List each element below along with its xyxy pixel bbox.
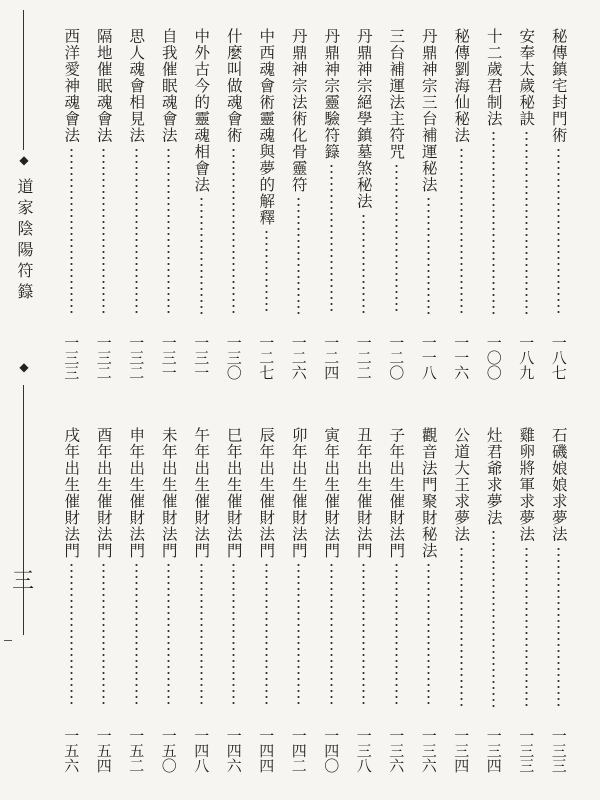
toc-entry-title: 觀音法門聚財秘法 [419,427,438,559]
diamond-ornament-top-icon: ◆ [19,153,29,167]
toc-entry [120,28,153,380]
toc-entry-page: 一二六 [289,335,308,380]
toc-entry [543,427,576,773]
toc-entry [510,427,543,773]
toc-entry [55,427,88,773]
dot-leader [200,562,203,708]
dot-leader [135,147,138,316]
toc-entry-page: 一三三 [517,728,536,773]
toc-entry-page: 一三六 [419,728,438,773]
dot-leader [102,562,105,708]
dot-leader [297,562,300,708]
dot-leader [265,562,268,708]
toc-entry-page: 一二〇 [387,335,406,380]
margin-mark [4,640,12,641]
toc-entry-title: 辰年出生催財法門 [257,427,276,559]
toc-entry [413,28,446,380]
toc-entry [315,28,348,380]
toc-entry-title: 安奉太歲秘訣 [517,28,536,127]
book-title: 道家陰陽符籙 [15,178,34,304]
margin-rule-top [23,10,24,150]
toc-entry-title: 雞卵將軍求夢法 [517,427,536,543]
toc-entry-page: 一〇〇 [484,335,503,380]
toc-entry-page: 一四二 [289,728,308,773]
dot-leader [492,130,495,315]
toc-entry [445,28,478,380]
toc-entry [543,28,576,380]
toc-entry-title: 公道大王求夢法 [452,427,471,543]
dot-leader [265,229,268,315]
toc-entry-title: 申年出生催財法門 [127,427,146,559]
toc-entry-title: 丹鼎神宗絕學鎮墓煞秘法 [354,28,373,210]
toc-entry-title: 三台補運法主符咒 [387,28,406,160]
toc-entry [478,28,511,380]
dot-leader [427,562,430,708]
dot-leader [200,196,203,315]
toc-entry-page: 一三六 [387,728,406,773]
toc-entry-page: 一四六 [224,728,243,773]
toc-entry [510,28,543,380]
dot-leader [362,562,365,708]
toc-entry-page: 一四四 [257,728,276,773]
toc-entry-page: 一三三 [62,335,81,380]
toc-entry-page: 一五四 [94,728,113,773]
toc-entry [120,427,153,773]
toc-entry-page: 一三一 [192,335,211,380]
dot-leader [395,562,398,708]
toc-entry-page: 一三八 [354,728,373,773]
toc-entry-page: 一三四 [452,728,471,773]
dot-leader [427,196,430,315]
toc-entry-page: 一五〇 [159,728,178,773]
toc-section-top [55,28,575,380]
toc-section-bottom [55,427,575,773]
dot-leader [557,147,560,316]
toc-entry-title: 丑年出生催財法門 [354,427,373,559]
dot-leader [232,562,235,708]
toc-entry-title: 未年出生催財法門 [159,427,178,559]
toc-entry [413,427,446,773]
toc-entry-page: 一五六 [62,728,81,773]
dot-leader [330,163,333,315]
dot-leader [492,529,495,708]
toc-entry-page: 一三〇 [224,335,243,380]
toc-entry-title: 十二歲君制法 [484,28,503,127]
toc-entry-title: 思人魂會相見法 [127,28,146,144]
toc-entry [380,427,413,773]
toc-entry [153,427,186,773]
toc-entry-title: 秘傳劉海仙秘法 [452,28,471,144]
toc-entry-title: 隔地催眠魂會法 [94,28,113,144]
toc-entry-title: 什麼叫做魂會術 [224,28,243,144]
toc-entry [348,28,381,380]
toc-entry [218,427,251,773]
toc-entry [250,427,283,773]
dot-leader [460,147,463,316]
toc-entry-title: 午年出生催財法門 [192,427,211,559]
toc-entry-title: 丹鼎神宗靈驗符籙 [322,28,341,160]
toc-entry-title: 灶君爺求夢法 [484,427,503,526]
toc-entry-title: 自我催眠魂會法 [159,28,178,144]
toc-entry-title: 石磯娘娘求夢法 [549,427,568,543]
dot-leader [102,147,105,316]
toc-entry-title: 秘傳鎮宅封門術 [549,28,568,144]
dot-leader [395,163,398,315]
dot-leader [135,562,138,708]
toc-entry-page: 一三三 [549,728,568,773]
dot-leader [297,196,300,315]
toc-entry [153,28,186,380]
dot-leader [70,147,73,316]
toc-entry-page: 一四〇 [322,728,341,773]
margin-rule-bottom [23,385,24,635]
page-number: 三 [11,569,34,594]
dot-leader [525,130,528,315]
toc-entry-title: 戌年出生催財法門 [62,427,81,559]
toc-entry-page: 一三四 [484,728,503,773]
toc-entry-title: 卯年出生催財法門 [289,427,308,559]
dot-leader [525,546,528,709]
toc-entry-title: 中西魂會術靈魂與夢的解釋 [257,28,276,226]
dot-leader [167,147,170,316]
toc-entry [250,28,283,380]
dot-leader [70,562,73,708]
toc-entry-title: 西洋愛神魂會法 [62,28,81,144]
toc-entry [185,427,218,773]
toc-entry-page: 一八九 [517,335,536,380]
dot-leader [330,562,333,708]
toc-entry-title: 丹鼎神宗法術化骨靈符 [289,28,308,193]
toc-entry-page: 一三二 [94,335,113,380]
toc-entry [88,28,121,380]
toc-entry [218,28,251,380]
toc-entry-page: 一三二 [127,335,146,380]
toc-entry-page: 一一八 [419,335,438,380]
toc-entry-title: 中外古今的靈魂相會法 [192,28,211,193]
dot-leader [557,546,560,709]
toc-entry-title: 巳年出生催財法門 [224,427,243,559]
dot-leader [232,147,235,316]
toc-entry-page: 一四八 [192,728,211,773]
toc-entry [380,28,413,380]
toc-entry-title: 丹鼎神宗三台補運秘法 [419,28,438,193]
toc-entry-page: 一二二 [354,335,373,380]
toc-entry-title: 寅年出生催財法門 [322,427,341,559]
toc-entry-page: 一八七 [549,335,568,380]
dot-leader [460,546,463,709]
toc-entry [315,427,348,773]
dot-leader [362,213,365,316]
toc-entry [283,28,316,380]
toc-entry [478,427,511,773]
toc-entry [55,28,88,380]
toc-entry [88,427,121,773]
toc-entry [185,28,218,380]
dot-leader [167,562,170,708]
toc-entry [348,427,381,773]
toc-entry-page: 一一六 [452,335,471,380]
toc-entry-title: 子年出生催財法門 [387,427,406,559]
toc-entry-page: 一二四 [322,335,341,380]
diamond-ornament-bottom-icon: ◆ [19,360,29,374]
toc-entry [283,427,316,773]
toc-entry [445,427,478,773]
toc-entry-page: 一三一 [159,335,178,380]
toc-entry-title: 酉年出生催財法門 [94,427,113,559]
toc-entry-page: 一二七 [257,335,276,380]
toc-entry-page: 一五二 [127,728,146,773]
